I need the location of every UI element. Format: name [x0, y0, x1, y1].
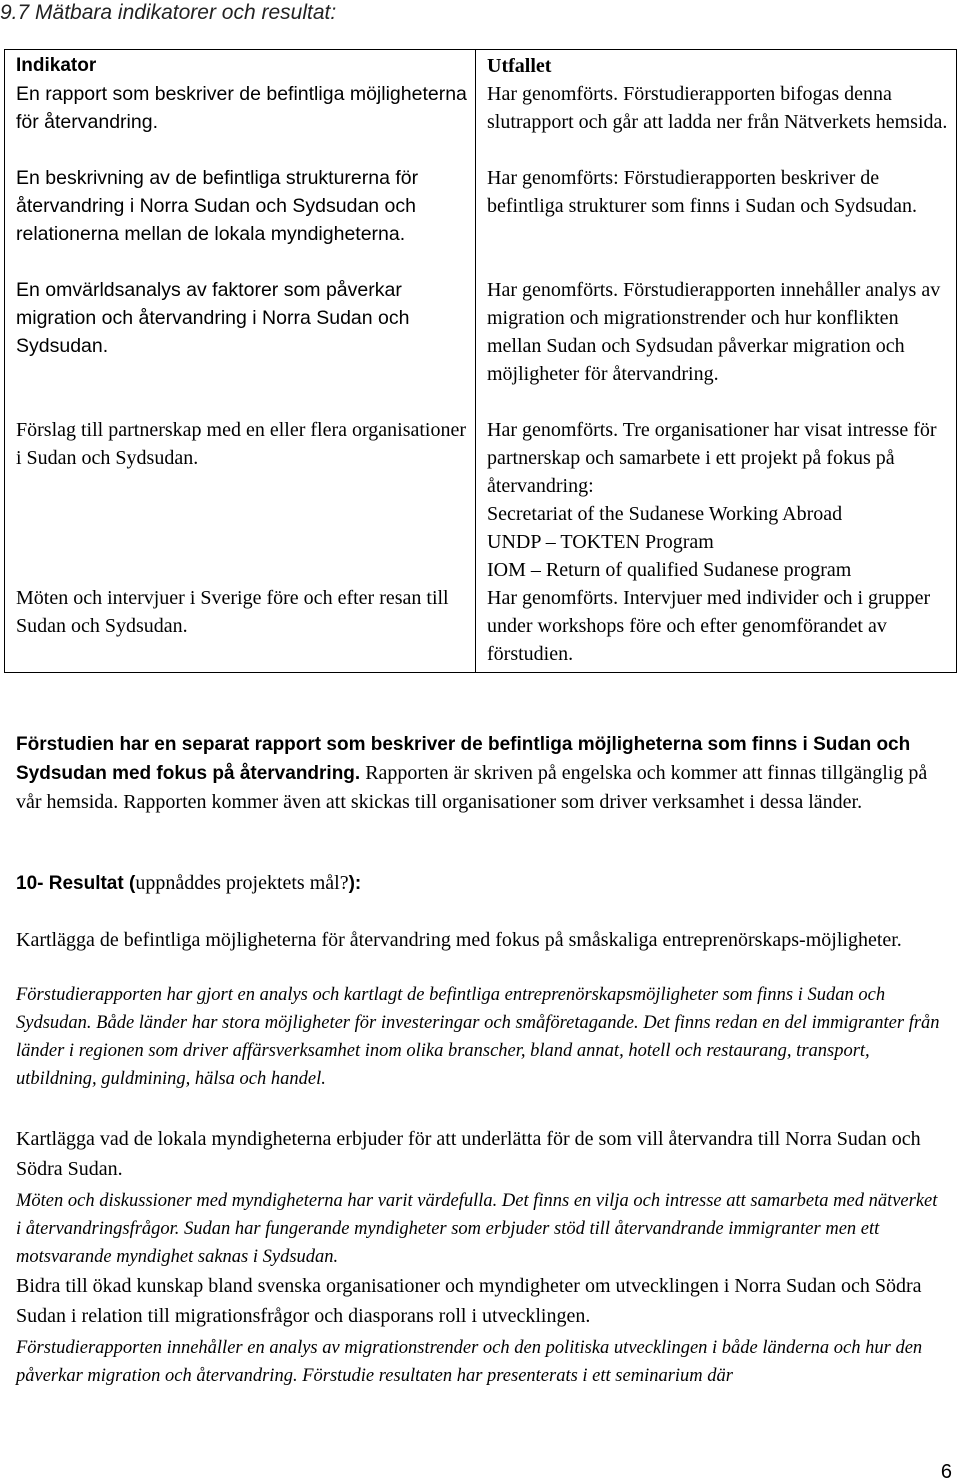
- indicator-1: En rapport som beskriver de befintliga möjligheterna för återvandring.: [16, 83, 467, 133]
- result-2-note: Möten och diskussioner med myndigheterna har varit värdefulla. Det finns en vilja och intresse att samarbeta med nätverket i återvandringsfrågor. Sudan har fungerande myndigheter som erbjuder stöd till återvandrande immigranter men ett motsvarande myndighet saknas i Sydsudan.: [16, 1191, 938, 1267]
- outcome-5: Har genomförts. Intervjuer med individer och i grupper under workshops före och efter genomförandet av förstudien.: [487, 587, 931, 665]
- result-2-goal: Kartlägga vad de lokala myndigheterna erbjuder för att underlätta för de som vill återvandra till Norra Sudan och Södra Sudan.: [16, 1128, 921, 1180]
- outcome-header: Utfallet: [487, 55, 552, 77]
- result-1-note: Förstudierapporten har gjort en analys och kartlagt de befintliga entreprenörskapsmöjligheter som finns i Sudan och Sydsudan. Både länder har stora möjligheter för investeringar och småföretagande. Det finns redan en del immigranter från länder i regionen som driver affärsverksamhet inom olika branscher, bland annat, hotell och restaurang, transport, utbildning, guldmining, hälsa och handel.: [16, 985, 940, 1089]
- summary-rest: Rapporten är skriven på engelska och kommer att finnas tillgänglig på vår hemsida. Rapporten kommer även att skickas till organisationer som driver verksamhet i dessa länder.: [16, 762, 928, 813]
- indicator-table: [4, 49, 957, 673]
- outcome-4: Har genomförts. Tre organisationer har visat intresse för partnerskap och samarbete i ett projekt på fokus på återvandring:: [487, 419, 937, 497]
- results-heading: [16, 869, 946, 898]
- result-1-goal: Kartlägga de befintliga möjligheterna för återvandring med fokus på småskaliga entreprenörskaps-möjligheter.: [16, 929, 902, 951]
- indicator-header: Indikator: [16, 55, 97, 76]
- indicator-4: Förslag till partnerskap med en eller flera organisationer i Sudan och Sydsudan.: [16, 419, 467, 469]
- results-heading-prefix: 10- Resultat (: [16, 873, 136, 894]
- outcome-2: Har genomförts: Förstudierapporten beskriver de befintliga strukturer som finns i Sudan och Sydsudan.: [487, 167, 917, 217]
- indicator-column: [5, 50, 475, 670]
- results-heading-suffix: ):: [348, 873, 362, 894]
- indicator-3: En omvärldsanalys av faktorer som påverkar migration och återvandring i Norra Sudan och Sydsudan.: [16, 279, 410, 357]
- page-number: 6: [940, 1461, 952, 1483]
- results-heading-mid: uppnåddes projektets mål?: [135, 872, 349, 894]
- outcome-column: [476, 50, 956, 670]
- partner-1: Secretariat of the Sudanese Working Abroad: [487, 503, 843, 525]
- result-3-note: Förstudierapporten innehåller en analys av migrationstrender och den politiska utvecklingen i både länderna och hur den påverkar migration och återvandring. Förstudie resultaten har presenterats i ett seminarium där: [16, 1338, 923, 1386]
- section-heading: 9.7 Mätbara indikatorer och resultat:: [0, 1, 337, 24]
- summary-bold: Förstudien har en separat rapport som beskriver de befintliga möjligheterna som finns i Sudan och Sydsudan med fokus på återvandring.: [16, 734, 911, 784]
- indicator-5: Möten och intervjuer i Sverige före och efter resan till Sudan och Sydsudan.: [16, 587, 449, 637]
- result-3-goal: Bidra till ökad kunskap bland svenska organisationer och myndigheter om utvecklingen i Norra Sudan och Södra Sudan i relation till migrationsfrågor och diasporans roll i utvecklingen.: [16, 1275, 922, 1327]
- indicator-2: En beskrivning av de befintliga strukturerna för återvandring i Norra Sudan och Sydsudan och relationerna mellan de lokala myndigheterna.: [16, 167, 419, 245]
- outcome-1: Har genomförts. Förstudierapporten bifogas denna slutrapport och går att ladda ner från Nätverkets hemsida.: [487, 83, 948, 133]
- partner-3: IOM – Return of qualified Sudanese program: [487, 559, 852, 581]
- summary-paragraph: [16, 730, 946, 816]
- partner-2: UNDP – TOKTEN Program: [487, 531, 714, 553]
- outcome-3: Har genomförts. Förstudierapporten innehåller analys av migration och migrationstrender och hur konflikten mellan Sudan och Sydsudan påverkar migration och möjligheter för återvandring.: [487, 279, 941, 385]
